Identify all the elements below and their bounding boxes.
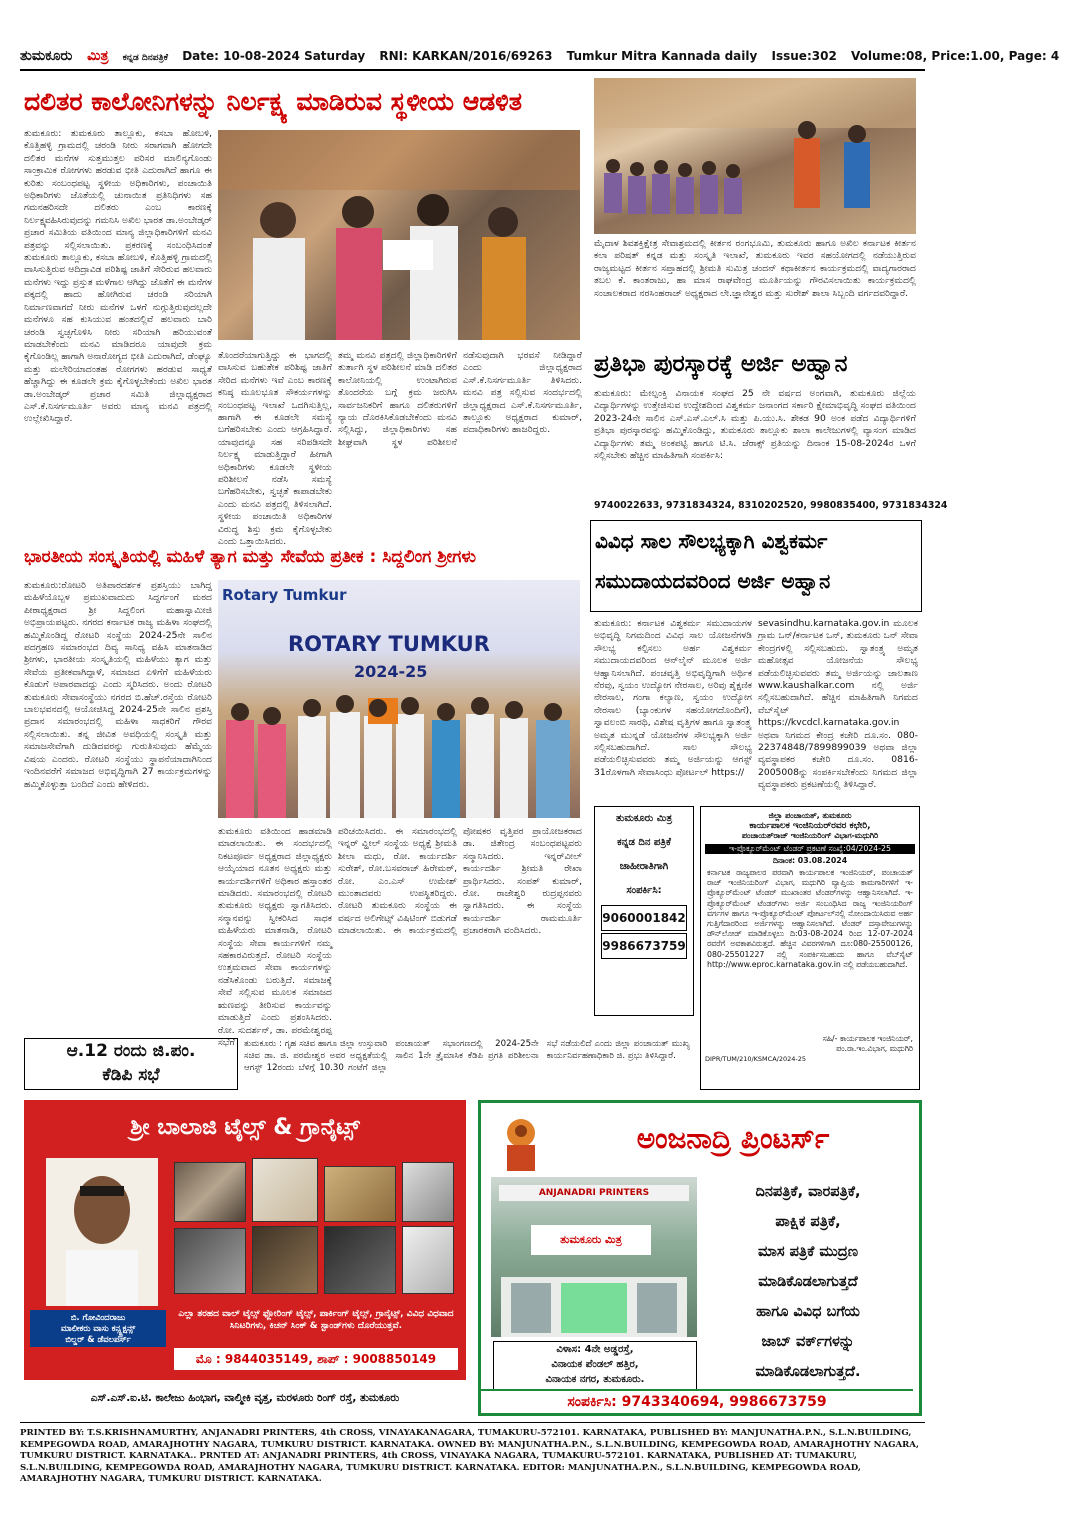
- paper-logo: ತುಮಕೂರು ಮಿತ್ರ: [20, 48, 109, 64]
- tender-notice-date: ದಿನಾಂಕ: 03.08.2024: [772, 855, 848, 865]
- story4-headline-line1: ವಿವಿಧ ಸಾಲ ಸೌಲಭ್ಯಕ್ಕಾಗಿ ವಿಶ್ವಕರ್ಮ: [595, 529, 828, 553]
- classified-ad-box: [594, 806, 694, 1016]
- printers-address: [493, 1341, 697, 1391]
- story1-column-1: ತುಮಕೂರು: ತುಮಕೂರು ತಾಲ್ಲೂಕು, ಕಸಬಾ ಹೋಬಳಿ, ಕೊತ್ತಿಹಳ್ಳಿ ಗ್ರಾಮದಲ್ಲಿ ಚರಂಡಿ ನೀರು ಸರಾಗವಾಗಿ ಹೋಗದೇ ದಲಿತರ ಮನೆಗಳ ಸುತ್ತಮುತ್ತಲ ಪರಿಸರ ಮಾಲಿನ್ಯಗೊಂಡು ಸಾಂಕ್ರಾಮಿಕ ರೋಗಗಳು ಹರಡುವ ಭೀತಿ ಎದುರಾಗಿದೆ ಹಾಗೂ ಈ ಕುರಿತು ಸಂಬಂಧಪಟ್ಟ ಸ್ಥಳೀಯ ಅಧಿಕಾರಿಗಳು, ಪಂಚಾಯಿತಿ ಅಧಿಕಾರಿಗಳು ಜೊತೆಯಲ್ಲಿ ಚುನಾಯಿತ ಪ್ರತಿನಿಧಿಗಳು ಸಹ ಗಮನಹರಿಸದೇ ದಲಿತರು ಎಂಬ ಕಾರಣಕ್ಕೆ ನಿರ್ಲಕ್ಷ್ಯವಹಿಸಿರುವುದನ್ನು ಗಮನಿಸಿ ಅಖಿಲ ಭಾರತ ಡಾ.ಅಂಬೇಡ್ಕರ್ ಪ್ರಚಾರ ಸಮಿತಿಯ ವತಿಯಿಂದ ಮಾನ್ಯ ಜಿಲ್ಲಾಧಿಕಾರಿಗಳಿಗೆ ಮನವಿ ಪತ್ರವನ್ನು ಸಲ್ಲಿಸಲಾಯಿತು. ಪ್ರಕರಣಕ್ಕೆ ಸಂಬಂಧಿಸಿದಂತೆ ತುಮಕೂರು ತಾಲ್ಲೂಕು, ಕಸಬಾ ಹೋಬಳಿ, ಕೊತ್ತಿಹಳ್ಳಿ ಗ್ರಾಮದಲ್ಲಿ ವಾಸಿಸುತ್ತಿರುವ ಆದಿದ್ರಾವಿಡ ಪರಿಶಿಷ್ಟ ಜಾತಿಗೆ ಸೇರಿರುವ ಹಲವಾರು ಮನೆಗಳು ಇದ್ದು ಪ್ರಸ್ತುತ ಮಳೆಗಾಲ ಆಗಿದ್ದು ಜೊತೆಗೆ ಈ ಮನೆಗಳ ಪಕ್ಕದಲ್ಲಿ ಹಾದು ಹೋಗಿರುವ ಚರಂಡಿ ಸರಿಯಾಗಿ ನಿರ್ಮಾಣವಾಗದೆ ನೀರು ಮನೆಗಳ ಒಳಗೆ ನುಗ್ಗುತ್ತಿರುವುದಲ್ಲದೇ ಮನೆಗಳೂ ಸಹ ಕುಸಿಯುವ ಹಂತದಲ್ಲಿವೆ ಹಲವಾರು ಬಾರಿ ಚರಂಡಿ ಸ್ವಚ್ಛಗೊಳಿಸಿ ನೀರು ಸರಿಯಾಗಿ ಹರಿಯುವಂತೆ ಮಾಡಬೇಕೆಂದು ಮನವಿ ಮಾಡಿದರೂ ಯಾವುದೇ ಕ್ರಮ ಕೈಗೊಂಡಿಲ್ಲ ಹಾಗಾಗಿ ಅನಾರೋಗ್ಯದ ಭೀತಿ ಎದುರಾಗಿದೆ, ಡೆಂಘ್ಯೂ ಮತ್ತು ಮಲೇರಿಯಾದಂತಹ ರೋಗಗಳು ಹರಡುವ ಸಾಧ್ಯತೆ ಹೆಚ್ಚಾಗಿದ್ದು ಈ ಕೂಡಲೇ ಕ್ರಮ ಕೈಗೊಳ್ಳಬೇಕೆಂದು ಅಖಿಲ ಭಾರತ ಡಾ.ಅಂಬೇಡ್ಕರ್ ಪ್ರಚಾರ ಸಮಿತಿ ಜಿಲ್ಲಾಧ್ಯಕ್ಷರಾದ ಎಸ್.ಕೆ.ನಿಸರ್ಗಮೂರ್ತಿ ಅವರು ಮಾನ್ಯ ಮನವಿ ಪತ್ರದಲ್ಲಿ ಉಲ್ಲೇಖಿಸಿದ್ದಾರೆ.: [24, 128, 212, 425]
- story6-headline-line1: ಆ.12 ರಂದು ಜಿ.ಪಂ.: [66, 1041, 196, 1061]
- classified-contact-label: ಸಂಪರ್ಕಿಸಿ:: [626, 885, 662, 896]
- shop-sign: ANJANADRI PRINTERS: [499, 1185, 689, 1201]
- owner-portrait-icon: [46, 1158, 158, 1306]
- story5-photo: [218, 580, 580, 818]
- masthead: [20, 48, 1060, 68]
- people-submitting-memorandum-image: [218, 130, 580, 340]
- classified-purpose: ಜಾಹೀರಾತಿಗಾಗಿ: [619, 861, 669, 872]
- footer-rule: [20, 1422, 925, 1423]
- tiles-ad-title: ಶ್ರೀ ಬಾಲಾಜಿ ಟೈಲ್ಸ್ & ಗ್ರಾನೈಟ್ಸ್: [130, 1115, 360, 1140]
- hanuman-icon: [491, 1111, 551, 1171]
- tagline: ಕನ್ನಡ ದಿನಪತ್ರಿಕೆ: [122, 53, 169, 63]
- printers-contact: ಸಂಪರ್ಕಿಸಿ: 9743340694, 9986673759: [481, 1389, 913, 1413]
- owner-subtitle: ಬಿಲ್ಡರ್ & ಡೆವಲಪರ್ಸ್: [65, 1334, 131, 1344]
- story3-headline: ಪ್ರತಿಭಾ ಪುರಸ್ಕಾರಕ್ಕೆ ಅರ್ಜಿ ಅಹ್ವಾನ: [594, 351, 848, 377]
- story6-headline-box: [24, 1038, 238, 1090]
- footer-imprint: PRINTED BY: T.S.KRISHNAMURTHY, ANJANADRI PRINTERS, 4th CROSS, VINAYAKANAGARA, TUMAKURU-572101. KARNATAKA, PUBLISHED BY: MANJUNATHA.P.N., S.L.N.BUILDING, KEMPEGOWDA ROAD, AMARAJHOTHY NAGARA, TUMKURU DISTRICT. KARNATAKA. OWNED BY: MANJUNATHA.P.N., S.L.N.BUILDING, KEMPEGOWDA ROAD, AMARAJHOTHY NAGARA, TUMKURU DISTRICT. KARNATAKA.. PRNTED AT: ANJANADRI PRINTERS, 4th CROSS, VINAYAKA NAGARA, TUMAKURU-572101. KARNATAKA, PUBLISHED AT: TUMAKURU, S.L.N.BUILDING, KEMPEGOWDA ROAD, AMARAJHOTHY NAGARA, TUMKURU DISTRICT. KARNATAKA. EDITOR: MANJUNATHA.P.N., S.L.N.BUILDING, KEMPEGOWDA ROAD, AMARAJHOTHY NAGARA, TUMKURU DISTRICT. KARNATAKA.: [20, 1428, 919, 1485]
- printers-service-3: ಮಾಸ ಪತ್ರಿಕೆ ಮುದ್ರಣ: [757, 1244, 859, 1260]
- story5-headline: ಭಾರತೀಯ ಸಂಸ್ಕೃತಿಯಲ್ಲಿ ಮಹಿಳೆ ತ್ಯಾಗ ಮತ್ತು ಸೇವೆಯ ಪ್ರತೀಕ : ಸಿದ್ದಲಿಂಗ ಶ್ರೀಗಳು: [24, 547, 477, 567]
- rotary-banner-big: ROTARY TUMKUR: [288, 632, 490, 656]
- story4-headline-line2: ಸಮುದಾಯದವರಿಂದ ಅರ್ಜಿ ಅಹ್ವಾನ: [595, 569, 831, 593]
- tiles-services: ಎಲ್ಲಾ ತರಹದ ವಾಲ್ ಟೈಲ್ಸ್ ಫ್ಲೋರಿಂಗ್ ಟೈಲ್ಸ್, ಪಾರ್ಕಿಂಗ್ ಟೈಲ್ಸ್, ಗ್ರಾನೈಟ್ಸ್, ವಿವಿಧ ವಿಧವಾದ ಸಿನಿಟರಿಗಳು, ಕಿಚನ್ ಸಿಂಕ್ & ಸ್ಟಾಂಡ್‌ಗಳು ದೊರೆಯುತ್ತವೆ.: [178, 1309, 454, 1331]
- rotary-banner-year: 2024-25: [354, 662, 428, 681]
- volume-price-page: Volume:08, Price:1.00, Page: 4: [850, 49, 1060, 63]
- story1-column-3: ತಮ್ಮ ಮನವಿ ಪತ್ರದಲ್ಲಿ ಜಿಲ್ಲಾಧಿಕಾರಿಗಳಿಗೆ ತುರ್ತಾಗಿ ಸ್ಥಳ ಪರಿಶೀಲನೆ ಮಾಡಿ ದಲಿತರ ಕಾಲೋನಿಯಲ್ಲಿ ಉಂಟಾಗಿರುವ ತೊಂದರೆಯ ಬಗ್ಗೆ ಕ್ರಮ ಜರುಗಿಸಿ ಸಾರ್ವಜನಿಕರಿಗೆ ಹಾಗೂ ದಲಿತರುಗಳಿಗೆ ನ್ಯಾಯ ದೊರಕಿಸಿಕೊಡಬೇಕೆಂದು ಮನವಿ ಸಲ್ಲಿಸಿದ್ದು, ಜಿಲ್ಲಾಧಿಕಾರಿಗಳು ಸಹ ಶೀಘ್ರವಾಗಿ ಸ್ಥಳ ಪರಿಶೀಲನೆ ನಡೆಸುವುದಾಗಿ ಭರವಸೆ ನೀಡಿದ್ದಾರೆ ಎಂದು ಜಿಲ್ಲಾಧ್ಯಕ್ಷರಾದ ಎಸ್.ಕೆ.ನಿಸರ್ಗಮೂರ್ತಿ ತಿಳಿಸಿದರು. ಮನವಿ ಪತ್ರ ಸಲ್ಲಿಸುವ ಸಂದರ್ಭದಲ್ಲಿ ಜಿಲ್ಲಾಧ್ಯಕ್ಷರಾದ ಎಸ್.ಕೆ.ನಿಸರ್ಗಮೂರ್ತಿ, ತಾಲ್ಲೂಕು ಅಧ್ಯಕ್ಷರಾದ ಕುಮಾರ್, ಪದಾಧಿಕಾರಿಗಳು ಹಾಜರಿದ್ದರು.: [338, 350, 582, 448]
- masthead-rule: [20, 69, 925, 71]
- tender-signature-1: ಸಹಿ/- ಕಾರ್ಯಪಾಲಕ ಇಂಜಿನಿಯರ್,: [822, 1034, 913, 1044]
- printers-service-7: ಮಾಡಿಕೊಡಲಾಗುತ್ತದೆ.: [755, 1364, 861, 1380]
- shop-front-icon: [491, 1267, 697, 1337]
- tender-body: ಕರ್ನಾಟಕ ರಾಜ್ಯಪಾಲರ ಪರವಾಗಿ ಕಾರ್ಯಪಾಲಕ ಇಂಜಿನಿಯರ್, ಪಂಚಾಯತ್ ರಾಜ್ ಇಂಜಿನಿಯರಿಂಗ್ ವಿಭಾಗ, ಮಧುಗಿರಿ ವ್ಯಾಪ್ತಿಯ ಕಾಮಗಾರಿಗಳಿಗೆ ಇ-ಪ್ರೊಕ್ಯೂರ್‌ಮೆಂಟ್ ಟೆಂಡರ್ ಮುಖಾಂತರ ಟೆಂಡರ್‌ಗಳನ್ನು ಆಹ್ವಾನಿಸಲಾಗಿದೆ. ಇ-ಪ್ರೊಕ್ಯೂರ್‌ಮೆಂಟ್ ಟೆಂಡರ್‌ಗಳು ಅರ್ಜಿ ಸಂಬಂಧಿಸಿದ ರಾಜ್ಯ ಇಂಜಿನಿಯರಿಂಗ್ ವರ್ಗಗಳ ಹಾಗೂ ಇ-ಪ್ರೊಕ್ಯೂರ್‌ಮೆಂಟ್ ಪೋರ್ಟಲ್‌ನಲ್ಲಿ ನೋಂದಾಯಿಸಿರುವ ಅರ್ಹ ಗುತ್ತಿಗೆದಾರರಿಂದ ಅರ್ಜಿಗಳನ್ನು ಆಹ್ವಾನಿಸಲಾಗಿದೆ. ಟೆಂಡರ್ ದಸ್ತಾವೇಜುಗಳನ್ನು ಡೌನ್‌ಲೋಡ್ ಮಾಡಿಕೊಳ್ಳಲು ದಿ:03-08-2024 ರಿಂದ 12-07-2024 ರವರೆಗೆ ಅವಕಾಶವಿರುತ್ತದೆ. ಹೆಚ್ಚಿನ ವಿವರಗಳಿಗಾಗಿ ದೂ:080-25500126, 080-25501227 ನಲ್ಲಿ ಸಂಪರ್ಕಿಸಬಹುದು ಹಾಗೂ ವೆಬ್‌ಸೈಟ್ http://www.eproc.karnataka.gov.in ನಲ್ಲಿ ಪಡೆಯಬಹುದಾಗಿದೆ.: [707, 868, 913, 969]
- classified-subtitle: ಕನ್ನಡ ದಿನ ಪತ್ರಿಕೆ: [617, 837, 671, 848]
- story1-headline: ದಲಿತರ ಕಾಲೋನಿಗಳನ್ನು ನಿರ್ಲಕ್ಷ್ಯ ಮಾಡಿರುವ ಸ್ಥಳೀಯ ಆಡಳಿತ: [24, 87, 523, 116]
- printers-service-5: ಹಾಗೂ ವಿವಿಧ ಬಗೆಯ: [756, 1304, 860, 1320]
- rotary-banner-title: Rotary Tumkur: [222, 586, 347, 604]
- tender-header-2: ಕಾರ್ಯಪಾಲಕ ಇಂಜಿನಿಯರ್‌ರವರ ಕಛೇರಿ,: [749, 821, 871, 832]
- classified-paper-name: ತುಮಕೂರು ಮಿತ್ರ: [615, 813, 673, 824]
- owner-name: ಬಿ. ಗೋವಿಂದರಾಜು: [70, 1312, 126, 1322]
- rotary-group-image: [218, 680, 580, 818]
- tender-signature-2: ಪಂ.ರಾ.ಇಂ.ವಿಭಾಗ, ಮಧುಗಿರಿ: [836, 1044, 913, 1054]
- printers-address-line3: ವಿನಾಯಕ ನಗರ, ತುಮಕೂರು.: [545, 1374, 645, 1385]
- tender-header-3: ಪಂಚಾಯತ್‌ರಾಜ್ ಇಂಜಿನಿಯರಿಂಗ್ ವಿಭಾಗ-ಮಧುಗಿರಿ: [741, 831, 879, 841]
- printers-service-4: ಮಾಡಿಕೊಡಲಾಗುತ್ತದೆ: [758, 1274, 858, 1290]
- printers-address-line1: ವಿಳಾಸ: 4ನೇ ಅಡ್ಡರಸ್ತೆ,: [556, 1344, 634, 1355]
- printers-services: [703, 1177, 913, 1387]
- tiles-address: ಎಸ್.ಎಸ್.ಐ.ಟಿ. ಕಾಲೇಜು ಹಿಂಭಾಗ, ವಾಲ್ಮೀಕಿ ವೃತ್ತ, ಮರಳೂರು ರಿಂಗ್ ರಸ್ತೆ, ತುಮಕೂರು: [24, 1380, 466, 1416]
- rni-number: RNI: KARKAN/2016/69263: [379, 49, 553, 63]
- classified-phone-1: 9060001842: [601, 905, 687, 931]
- story6-headline-line2: ಕೆಡಿಪಿ ಸಭೆ: [102, 1065, 160, 1085]
- classified-phone-2: 9986673759: [601, 933, 687, 959]
- tiles-mobile: ಮೊ : 9844035149, ಶಾಪ್ : 9008850149: [174, 1348, 458, 1370]
- story2-photo: [594, 78, 916, 234]
- story3-body: ತುಮಕೂರು: ಮೇಲ್ಪಂಕ್ತಿ ವಿನಾಯಕ ಸಂಘದ 25 ನೇ ವರ್ಷದ ಅಂಗವಾಗಿ, ತುಮಕೂರು ಜಿಲ್ಲೆಯ ವಿದ್ಯಾರ್ಥಿಗಳನ್ನು ಉತ್ತೇಜಿಸುವ ಉದ್ದೇಶದಿಂದ ವಿಶ್ವಕರ್ಮ ಜನಾಂಗದ ಸರ್ಕಾರಿ ಕ್ಷೇಮಾಭಿವೃದ್ಧಿ ಸಂಘದ ವತಿಯಿಂದ 2023-24ನೇ ಸಾಲಿನ ಎಸ್.ಎಸ್.ಎಲ್.ಸಿ ಮತ್ತು ಪಿ.ಯು.ಸಿ. ಶೇಕಡ 90 ಅಂಕ ಪಡೆದ ವಿದ್ಯಾರ್ಥಿಗಳಿಗೆ ಪ್ರತಿಭಾ ಪುರಸ್ಕಾರವನ್ನು ಹಮ್ಮಿಕೊಂಡಿದ್ದು, ತುಮಕೂರು ತಾಲ್ಲೂಕು ಶಾಲಾ ಕಾಲೇಜುಗಳಲ್ಲಿ ವ್ಯಾಸಂಗ ಮಾಡಿದ ವಿದ್ಯಾರ್ಥಿಗಳು ತಮ್ಮ ಅಂಕಪಟ್ಟಿ ಹಾಗೂ ಟಿ.ಸಿ. ಜೆರಾಕ್ಸ್ ಪ್ರತಿಯನ್ನು ದಿನಾಂಕ 15-08-2024ರ ಒಳಗೆ ಸಲ್ಲಿಸಬೇಕು ಹೆಚ್ಚಿನ ಮಾಹಿತಿಗಾಗಿ ಸಂಪರ್ಕಿಸಿ:: [594, 388, 916, 462]
- owner-portrait: [46, 1158, 158, 1306]
- story1-photo: [218, 130, 580, 340]
- printers-service-6: ಜಾಬ್ ವರ್ಕ್‌ಗಳನ್ನು: [761, 1334, 855, 1350]
- printers-ad: [478, 1100, 922, 1416]
- issue-number: Issue:302: [771, 49, 837, 63]
- english-name: Tumkur Mitra Kannada daily: [566, 49, 758, 63]
- story4-column-1: ತುಮಕೂರು: ಕರ್ನಾಟಕ ವಿಶ್ವಕರ್ಮ ಸಮುದಾಯಗಳ ಅಭಿವೃದ್ಧಿ ನಿಗಮದಿಂದ ವಿವಿಧ ಸಾಲ ಯೋಜನೆಗಳಡಿ ಸೌಲಭ್ಯ ಕಲ್ಪಿಸಲು ಅರ್ಹ ವಿಶ್ವಕರ್ಮ ಸಮುದಾಯದವರಿಂದ ಆನ್‌ಲೈನ್ ಮೂಲಕ ಅರ್ಜಿ ಆಹ್ವಾನಿಸಲಾಗಿದೆ. ಪಂಚವೃತ್ತಿ ಅಭಿವೃದ್ಧಿಗಾಗಿ ಅರ್ಥಿಕ ನೆರವು, ಸ್ವಯಂ ಉದ್ಯೋಗ ನೇರಸಾಲ, ಅರಿವು ಶೈಕ್ಷಣಿಕ ನೇರಸಾಲ, ಗಂಗಾ ಕಲ್ಯಾಣ, ಸ್ವಯಂ ಉದ್ಯೋಗ ನೇರಸಾಲ (ಬ್ಯಾಂಕುಗಳ ಸಹಯೋಗದೊಂದಿಗೆ), ಸ್ವಾವಲಂಬಿ ಸಾರಥಿ, ವಿಶೇಷ ವೃತ್ತಿಗಳ ಹಾಗೂ ಸ್ವಾತಂತ್ರ್ಯ ಅಮೃತ ಮುನ್ನಡೆ ಯೋಜನೆಗಳ ಸೌಲಭ್ಯಕ್ಕಾಗಿ ಅರ್ಜಿ ಸಲ್ಲಿಸಬಹುದಾಗಿದೆ. ಸಾಲ ಸೌಲಭ್ಯ ಪಡೆಯಲಿಚ್ಛಿಸುವವರು ತಮ್ಮ ಅರ್ಜಿಯನ್ನು ಆಗಸ್ಟ್ 31ರೊಳಗಾಗಿ ಸೇವಾಸಿಂಧು ಪೋರ್ಟಲ್ https://: [594, 618, 752, 778]
- story2-caption: ಮೈದಾಳ ಶಿವಶಕ್ತಿಕ್ಷೇತ್ರ ಸೇವಾಶ್ರಮದಲ್ಲಿ ಕೀರ್ತನ ರಂಗಭೂಮಿ, ತುಮಕೂರು ಹಾಗೂ ಅಖಿಲ ಕರ್ನಾಟಕ ಕೀರ್ತನ ಕಲಾ ಪರಿಷತ್ ಕನ್ನಡ ಮತ್ತು ಸಂಸ್ಕೃತಿ ಇಲಾಖೆ, ತುಮಕೂರು ಇವರ ಸಹಯೋಗದಲ್ಲಿ ನಡೆಯುತ್ತಿರುವ ರಾಜ್ಯಮಟ್ಟದ ಕೀರ್ತನ ಸಪ್ತಾಹದಲ್ಲಿ ಶ್ರೀಮತಿ ಸುಮಿತ್ರ ಚಂದನ್ ಕಥಾಕೀರ್ತನ ಕಾರ್ಯಕ್ರಮದಲ್ಲಿ ವಾದ್ಯಗಾರರಾದ ತಬಲ ಕೆ. ಕಾಂತರಾಜು, ಹಾ ಮಾಸ ರಾಘವೇಂದ್ರ ಮೂರ್ತಿಯನ್ನು ಗೌರವಿಸಲಾಯಿತು ಕಾರ್ಯಕ್ರಮದಲ್ಲಿ ಸಂಚಾಲಕರಾದ ನರಸಿಂಹರಾಜ್ ಅಧ್ಯಕ್ಷರಾದ ಲೇ.ಜ್ಞಾನೇಶ್ವರ ಮತ್ತು ಸುರೇಶ್ ಶಾಲಾ ಸಿಬ್ಬಂದಿ ವರ್ಗದವರಿದ್ದಾರೆ.: [594, 238, 916, 299]
- printers-service-1: ದಿನಪತ್ರಿಕೆ, ವಾರಪತ್ರಿಕೆ,: [755, 1184, 861, 1200]
- story1-column-2: ತೊಂದರೆಯಾಗುತ್ತಿದ್ದು ಈ ಭಾಗದಲ್ಲಿ ವಾಸಿಸುವ ಬಹುತೇಕ ಪರಿಶಿಷ್ಟ ಜಾತಿಗೆ ಸೇರಿದ ಮನೆಗಳು ಇವೆ ಎಂಬ ಕಾರಣಕ್ಕೆ ಕನಿಷ್ಠ ಮೂಲಭೂತ ಸೌಕರ್ಯಗಳನ್ನು ಸಂಬಂಧಪಟ್ಟ ಇಲಾಖೆ ಒದಗಿಸುತ್ತಿಲ್ಲ, ಹಾಗಾಗಿ ಈ ಕೂಡಲೇ ಸಮಸ್ಯೆ ಬಗೆಹರಿಸಬೇಕು ಎಂದು ಆಗ್ರಹಿಸಿದ್ದಾರೆ. ಯಾವುದನ್ನೂ ಸಹ ಸರಿಪಡಿಸದೇ ನಿರ್ಲಕ್ಷ್ಯ ಮಾಡುತ್ತಿದ್ದಾರೆ ಹೀಗಾಗಿ ಅಧಿಕಾರಿಗಳು ಕೂಡಲೇ ಸ್ಥಳೀಯ ಪರಿಶೀಲನೆ ನಡೆಸಿ ಸಮಸ್ಯೆ ಬಗೆಹರಿಸಬೇಕು, ಸ್ವಚ್ಛತೆ ಕಾಪಾಡಬೇಕು ಎಂದು ಮನವಿ ಪತ್ರದಲ್ಲಿ ತಿಳಿಸಲಾಗಿದೆ. ಸ್ಥಳೀಯ ಪಂಚಾಯಿತಿ ಅಧಿಕಾರಿಗಳ ವಿರುದ್ಧ ಶಿಸ್ತು ಕ್ರಮ ಕೈಗೊಳ್ಳಬೇಕು ಎಂದು ಒತ್ತಾಯಿಸಿದರು.: [218, 350, 332, 548]
- printers-service-2: ಪಾಕ್ಷಿಕ ಪತ್ರಿಕೆ,: [775, 1214, 841, 1230]
- story4-headline-box: [590, 520, 922, 612]
- printers-shop-photo: [491, 1177, 697, 1337]
- tender-notice-box: [700, 806, 920, 1090]
- story4-column-2: sevasindhu.karnataka.gov.in ಮೂಲಕ ಗ್ರಾಮ ಒನ್/ಕರ್ನಾಟಕ ಒನ್, ತುಮಕೂರು ಒನ್ ಸೇವಾ ಕೇಂದ್ರಗಳಲ್ಲಿ ಸಲ್ಲಿಸಬಹುದು. ಸ್ವಾತಂತ್ರ್ಯ ಅಮೃತ ಮಹೋತ್ಸವ ಯೋಜನೆಯ ಸೌಲಭ್ಯ ಪಡೆಯಲಿಚ್ಛಿಸುವವರು ತಮ್ಮ ಅರ್ಜಿಯನ್ನು ಜಾಲತಾಣ www.kaushalkar.com ನಲ್ಲಿ ಅರ್ಜಿ ಸಲ್ಲಿಸಬಹುದಾಗಿದೆ. ಹೆಚ್ಚಿನ ಮಾಹಿತಿಗಾಗಿ ನಿಗಮದ ವೆಬ್‌ಸೈಟ್ https://kvcdcl.karnataka.gov.in ಅಥವಾ ನಿಗಮದ ಕೇಂದ್ರ ಕಚೇರಿ ದೂ.ಸಂ. 080-22374848/7899899039 ಅಥವಾ ಜಿಲ್ಲಾ ವ್ಯವಸ್ಥಾಪಕರ ಕಚೇರಿ ದೂ.ಸಂ. 0816-2005008ನ್ನು ಸಂಪರ್ಕಿಸಬೇಕೆಂದು ನಿಗಮದ ಜಿಲ್ಲಾ ವ್ಯವಸ್ಥಾಪಕರು ಪ್ರಕಟಣೆಯಲ್ಲಿ ತಿಳಿಸಿದ್ದಾರೆ.: [758, 618, 918, 791]
- tender-header-1: ಜಿಲ್ಲಾ ಪಂಚಾಯತ್, ತುಮಕೂರು: [768, 811, 852, 820]
- story5-column-3: ಪರಿಚಯಿಸಿದರು. ಈ ಸಮಾರಂಭದಲ್ಲಿ ಇನ್ನರ್ ವ್ಹೀಲ್ ಸಂಸ್ಥೆಯ ಅಧ್ಯಕ್ಷೆ ಶ್ರೀಮತಿ ಶೀಲಾ ಮಧು, ರೋ. ಕಾರ್ಯದರ್ಶಿ ಸುರೇಶ್, ರೋ.ಬಸವರಾಜ್ ಹಿರೇಮಠ್, ರೋ. ಎಂ.ಎಸ್ ಉಮೇಶ್ ಮುಂತಾದವರು ಉಪಸ್ಥಿತರಿದ್ದರು. ರೋಟರಿ ತುಮಕೂರು ಸಂಸ್ಥೆಯ ಈ ವರ್ಷದ ಅಲಿಗೇಟ್ಸ್ ವಿಷಿಟಿಂಗ್ ಬಿಡುಗಡೆ ಮಾಡಲಾಯಿತು. ಈ ಕಾರ್ಯಕ್ರಮದಲ್ಲಿ ಪೋಷಕರ ವೃತ್ತಿಪರ ಪ್ರಾಯೋಜಕರಾದ ಡಾ. ಜಿತೇಂದ್ರ ಸಂಬಂಧಪಟ್ಟವರು ಸನ್ಮಾನಿಸಿದರು. ಇನ್ನರ್‌ವೀಲ್ ಕಾರ್ಯದರ್ಶಿ ಶ್ರೀಮತಿ ರೇಖಾ ಪ್ರಾರ್ಥಿಸಿದರು. ಸಂಪತ್ ಕುಮಾರ್, ರೋ. ರಾಜೇಶ್ವರಿ ರುದ್ರಪ್ಪನವರು ಸ್ವಾಗತಿಸಿದರು. ಈ ಸಂಸ್ಥೆಯ ಕಾರ್ಯದರ್ಶಿ ರಾಮಮೂರ್ತಿ ಪ್ರಚಾರಕರಾಗಿ ವಂದಿಸಿದರು.: [338, 826, 582, 937]
- tender-notice-number: ಇ-ಪ್ರೊಕ್ಯೂರ್‌ಮೆಂಟ್ ಟೆಂಡರ್ ಪ್ರಕಟಣೆ ಸಂಖ್ಯೆ:04/2024-25: [705, 844, 915, 854]
- printers-ad-title: ಅಂಜನಾದ್ರಿ ಪ್ರಿಂಟರ್ಸ್: [636, 1122, 830, 1155]
- tiles-ad: [24, 1100, 466, 1416]
- issue-date: Date: 10-08-2024 Saturday: [182, 49, 366, 63]
- kirtan-program-image: [594, 78, 916, 234]
- story6-body: ತುಮಕೂರು : ಗೃಹ ಸಚಿವ ಹಾಗೂ ಜಿಲ್ಲಾ ಉಸ್ತುವಾರಿ ಸಚಿವ ಡಾ. ಜಿ. ಪರಮೇಶ್ವರ ಅವರ ಅಧ್ಯಕ್ಷತೆಯಲ್ಲಿ ಆಗಸ್ಟ್ 12ರಂದು ಬೆಳಿಗ್ಗೆ 10.30 ಗಂಟೆಗೆ ಜಿಲ್ಲಾ ಪಂಚಾಯತ್ ಸಭಾಂಗಣದಲ್ಲಿ 2024-25ನೇ ಸಾಲಿನ 1ನೇ ತ್ರೈಮಾಸಿಕ ಕೆಡಿಪಿ ಪ್ರಗತಿ ಪರಿಶೀಲನಾ ಸಭೆ ನಡೆಯಲಿದೆ ಎಂದು ಜಿಲ್ಲಾ ಪಂಚಾಯತ್ ಮುಖ್ಯ ಕಾರ್ಯನಿರ್ವಹಣಾಧಿಕಾರಿ ಜಿ. ಪ್ರಭು ತಿಳಿಸಿದ್ದಾರೆ.: [244, 1039, 690, 1073]
- tender-dipr-number: DIPR/TUM/210/KSMCA/2024-25: [705, 1055, 807, 1064]
- owner-info: [30, 1310, 166, 1347]
- owner-title: ಮಾಲೀಕರು ವಾಸು ಕನ್ಸ್ಟ್ರಕ್ಷನ್ಸ್: [60, 1323, 136, 1333]
- printers-address-line2: ವಿನಾಯಕ ಪೆಂಡಲ್ ಹತ್ತಿರ,: [551, 1359, 639, 1370]
- story5-column-1: ತುಮಕೂರು:ರೋಟರಿ ಅತಿಪಾರದರ್ಶಕ ಪ್ರಶಸ್ತಿಯು ಬಾಗಿದ್ದ ಮಹಿಳೆಯೊಬ್ಬಳ ಪ್ರಮುಖವಾದುದು ಸಿದ್ದರ್ಗಂಗೆ ಮಠದ ಪೀಠಾಧ್ಯಕ್ಷರಾದ ಶ್ರೀ ಸಿದ್ದಲಿಂಗ ಮಹಾಸ್ವಾಮೀಜಿ ಅಭಿಪ್ರಾಯಪಟ್ಟರು. ನಗರದ ಕರ್ನಾಟಕ ರಾಜ್ಯ ಮಹಿಳಾ ಸಂಘದಲ್ಲಿ ಹಮ್ಮಿಕೊಂಡಿದ್ದ ರೋಟರಿ ಸಂಸ್ಥೆಯ 2024-25ನೇ ಸಾಲಿನ ಪದಗ್ರಹಣ ಸಮಾರಂಭದ ದಿವ್ಯ ಸಾನಿಧ್ಯ ವಹಿಸಿ ಮಾತನಾಡಿದ ಶ್ರೀಗಳು, ಭಾರತೀಯ ಸಂಸ್ಕೃತಿಯಲ್ಲಿ ಮಹಿಳೆಯು ತ್ಯಾಗ ಮತ್ತು ಸೇವೆಯ ಪ್ರತೀಕವಾಗಿದ್ದಾಳೆ, ಸಮಾಜದ ಏಳಿಗೆಗೆ ಮಹಿಳೆಯರು ಕೊಡುಗೆ ಅಪಾರವಾದದ್ದು ಎಂದು ಸ್ಮರಿಸಿದರು. ಅಂದು ರೋಟರಿ ತುಮಕೂರು ಸೇವಾಸಂಸ್ಥೆಯು ನಗರದ ಬಿ.ಹೆಚ್.ರಸ್ತೆಯ ರೋಟರಿ ಬಾಲಭವನದಲ್ಲಿ ಆಯೋಜಿಸಿದ್ದ 2024-25ನೇ ಸಾಲಿನ ಪ್ರಶಸ್ತಿ ಪ್ರದಾನ ಸಮಾರಂಭದಲ್ಲಿ ಮಹಿಳಾ ಸಾಧಕರಿಗೆ ಗೌರವ ಸಲ್ಲಿಸಲಾಯಿತು. ತನ್ನ ಜೀವಿತ ಅವಧಿಯಲ್ಲಿ ಸಂಸ್ಕೃತಿ ಮತ್ತು ಸಮಾಜಸೇವೆಗಾಗಿ ದುಡಿದವರನ್ನು ಗುರುತಿಸುವುದು ಹೆಮ್ಮೆಯ ವಿಷಯ ಎಂದರು. ರೋಟರಿ ಸಂಸ್ಥೆಯು ಸ್ಥಾಪನೆಯಾದಾಗಿನಿಂದ ಇಂದಿನವರೆಗೆ ಸಮಾಜದ ಅಭಿವೃದ್ಧಿಗಾಗಿ 27 ಕಾರ್ಯಕ್ರಮಗಳನ್ನು ಹಮ್ಮಿಕೊಳ್ಳುತ್ತಾ ಬಂದಿದೆ ಎಂದು ಹೇಳಿದರು.: [24, 580, 212, 790]
- story3-phones: 9740022633, 9731834324, 8310202520, 9980835400, 9731834324: [594, 500, 948, 511]
- shop-name-board: ತುಮಕೂರು ಮಿತ್ರ: [531, 1225, 651, 1255]
- story5-column-2: ತುಮಕೂರು ವತಿಯಿಂದ ಹಾಡಮಾಡಿ ಮಾಡಲಾಯಿತು. ಈ ಸಂದರ್ಭದಲ್ಲಿ ನಿಕಟಪೂರ್ವ ಅಧ್ಯಕ್ಷರಾದ ಜಿಲ್ಲಾಧ್ಯಕ್ಷರು ಆಯ್ಕೆಯಾದ ನೂತನ ಅಧ್ಯಕ್ಷರು ಮತ್ತು ಕಾರ್ಯದರ್ಶಿಗಳಿಗೆ ಅಧಿಕಾರ ಹಸ್ತಾಂತರ ಮಾಡಿದರು. ಸಮಾರಂಭದಲ್ಲಿ ರೋಟರಿ ತುಮಕೂರು ಅಧ್ಯಕ್ಷರು ಸ್ವಾಗತಿಸಿದರು. ಸನ್ಮಾನವನ್ನು ಸ್ವೀಕರಿಸಿದ ಸಾಧಕ ಮಹಿಳೆಯರು ಮಾತನಾಡಿ, ರೋಟರಿ ಸಂಸ್ಥೆಯ ಸೇವಾ ಕಾರ್ಯಗಳಿಗೆ ನಮ್ಮ ಸಹಕಾರವಿರುತ್ತದೆ. ರೋಟರಿ ಸಂಸ್ಥೆಯ ಉತ್ತಮವಾದ ಸೇವಾ ಕಾರ್ಯಗಳನ್ನು ನಡೆಸಿಕೊಂಡು ಬರುತ್ತಿದೆ. ಸಮಾಜಕ್ಕೆ ಸೇವೆ ಸಲ್ಲಿಸುವ ಮೂಲಕ ಸಮಾಜದ ಋಣವನ್ನು ತೀರಿಸುವ ಕಾರ್ಯವನ್ನು ಮಾಡುತ್ತಿದೆ ಎಂದು ಪ್ರಶಂಸಿಸಿದರು. ರೋ. ಸುದರ್ಶನ್, ಡಾ. ಪರಮೇಶ್ವರಪ್ಪ ಸಭೆಗೆ: [218, 826, 332, 1048]
